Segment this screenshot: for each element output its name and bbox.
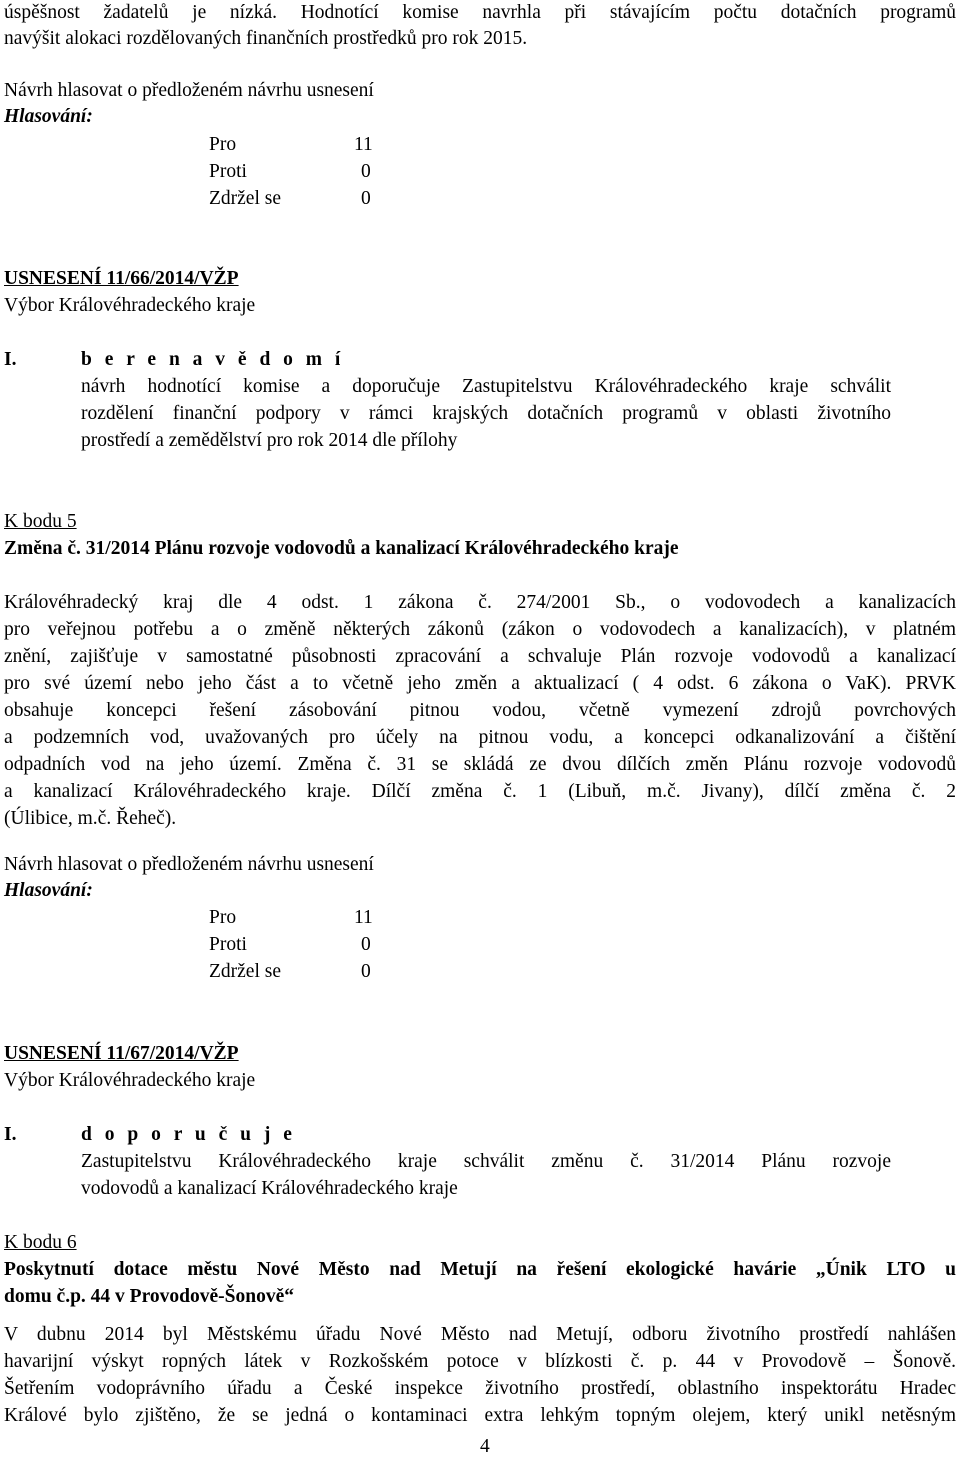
item5-para-line-2: pro veřejnou potřebu a o změně některých zákonů (zákon o vodovodech a kanalizacích), v platném — [4, 619, 956, 640]
item5-heading: K bodu 5 — [4, 511, 77, 532]
resolution1-text-2: rozdělení finanční podpory v rámci krajských dotačních programů v oblasti životního — [81, 403, 891, 424]
item5-para-line-4: pro své území nebo jeho část a to včetně jeho změn a aktualizací ( 4 odst. 6 zákona o VaK). PRVK — [4, 673, 956, 694]
vote1-heading: Hlasování: — [4, 106, 93, 127]
vote2-zdrzel-label: Zdržel se — [209, 961, 282, 982]
item6-para-line-1: V dubnu 2014 byl Městskému úřadu Nové Město nad Metují, odboru životního prostředí nahlášen — [4, 1324, 956, 1345]
resolution2-title: USNESENÍ 11/67/2014/VŽP — [4, 1043, 239, 1064]
vote2-proti-value: 0 — [361, 934, 371, 955]
resolution2-text-1: Zastupitelstvu Královéhradeckého kraje schválit změnu č. 31/2014 Plánu rozvoje — [81, 1151, 891, 1172]
vote2-pro-value: 11 — [354, 907, 373, 928]
vote1-proposal: Návrh hlasovat o předloženém návrhu usnesení — [4, 80, 374, 101]
intro-line-2: navýšit alokaci rozdělovaných finančních prostředků pro rok 2015. — [4, 28, 528, 49]
item6-heading: K bodu 6 — [4, 1232, 77, 1253]
item5-para-line-1: Královéhradecký kraj dle 4 odst. 1 zákona č. 274/2001 Sb., o vodovodech a kanalizacích — [4, 592, 956, 613]
vote1-pro-value: 11 — [354, 134, 373, 155]
resolution2-clause-verb: d o p o r u č u j e — [81, 1124, 296, 1145]
resolution1-body: Výbor Královéhradeckého kraje — [4, 295, 256, 316]
item5-para-line-5: obsahuje koncepci řešení zásobování pitnou vodou, včetně vymezení zdrojů povrchových — [4, 700, 956, 721]
item5-para-line-6: a podzemních vod, uvažovaných pro účely na pitnou vodu, a koncepci odkanalizování a čištění — [4, 727, 956, 748]
vote2-pro-label: Pro — [209, 907, 237, 928]
item5-para-line-8: a kanalizací Královéhradeckého kraje. Dílčí změna č. 1 (Libuň, m.č. Jivany), dílčí změna č. 2 — [4, 781, 956, 802]
resolution2-clause-number: I. — [4, 1124, 17, 1145]
resolution1-title: USNESENÍ 11/66/2014/VŽP — [4, 268, 239, 289]
vote2-proposal: Návrh hlasovat o předloženém návrhu usnesení — [4, 854, 374, 875]
vote1-zdrzel-label: Zdržel se — [209, 188, 282, 209]
vote1-zdrzel-value: 0 — [361, 188, 371, 209]
resolution1-text-1: návrh hodnotící komise a doporučuje Zastupitelstvu Královéhradeckého kraje schválit — [81, 376, 891, 397]
item5-para-line-7: odpadních vod na jeho území. Změna č. 31 se skládá ze dvou dílčích změn Plánu rozvoje vodovodů — [4, 754, 956, 775]
item6-title-line-1: Poskytnutí dotace městu Nové Město nad Metují na řešení ekologické havárie „Únik LTO u — [4, 1259, 956, 1280]
vote2-zdrzel-value: 0 — [361, 961, 371, 982]
vote1-proti-value: 0 — [361, 161, 371, 182]
item5-para-line-9: (Úlibice, m.č. Řeheč). — [4, 808, 177, 829]
item6-para-line-3: Šetřením vodoprávního úřadu a České inspekce životního prostředí, oblastního inspektorátu Hradec — [4, 1378, 956, 1399]
item5-title: Změna č. 31/2014 Plánu rozvoje vodovodů a kanalizací Královéhradeckého kraje — [4, 538, 679, 559]
vote2-heading: Hlasování: — [4, 880, 93, 901]
resolution1-text-3: prostředí a zemědělství pro rok 2014 dle přílohy — [81, 430, 458, 451]
item5-para-line-3: znění, zajišťuje v samostatné působnosti zpracování a schvaluje Plán rozvoje vodovodů a kanalizací — [4, 646, 956, 667]
item6-para-line-4: Králové bylo zjištěno, že se jedná o kontaminaci extra lehkým topným olejem, který unikl netěsným — [4, 1405, 956, 1426]
intro-line-1: úspěšnost žadatelů je nízká. Hodnotící komise navrhla při stávajícím počtu dotačních programů — [4, 2, 956, 23]
resolution1-clause-number: I. — [4, 349, 17, 370]
item6-title-line-2: domu č.p. 44 v Provodově-Šonově“ — [4, 1286, 294, 1307]
item6-para-line-2: havarijní výskyt ropných látek v Rozkošském potoce v blízkosti č. p. 44 v Provodově – Šonově. — [4, 1351, 956, 1372]
vote1-proti-label: Proti — [209, 161, 247, 182]
resolution2-body: Výbor Královéhradeckého kraje — [4, 1070, 256, 1091]
vote1-pro-label: Pro — [209, 134, 237, 155]
page-number: 4 — [480, 1436, 490, 1457]
vote2-proti-label: Proti — [209, 934, 247, 955]
resolution2-text-2: vodovodů a kanalizací Královéhradeckého kraje — [81, 1178, 458, 1199]
resolution1-clause-verb: b e r e n a v ě d o m í — [81, 349, 345, 370]
